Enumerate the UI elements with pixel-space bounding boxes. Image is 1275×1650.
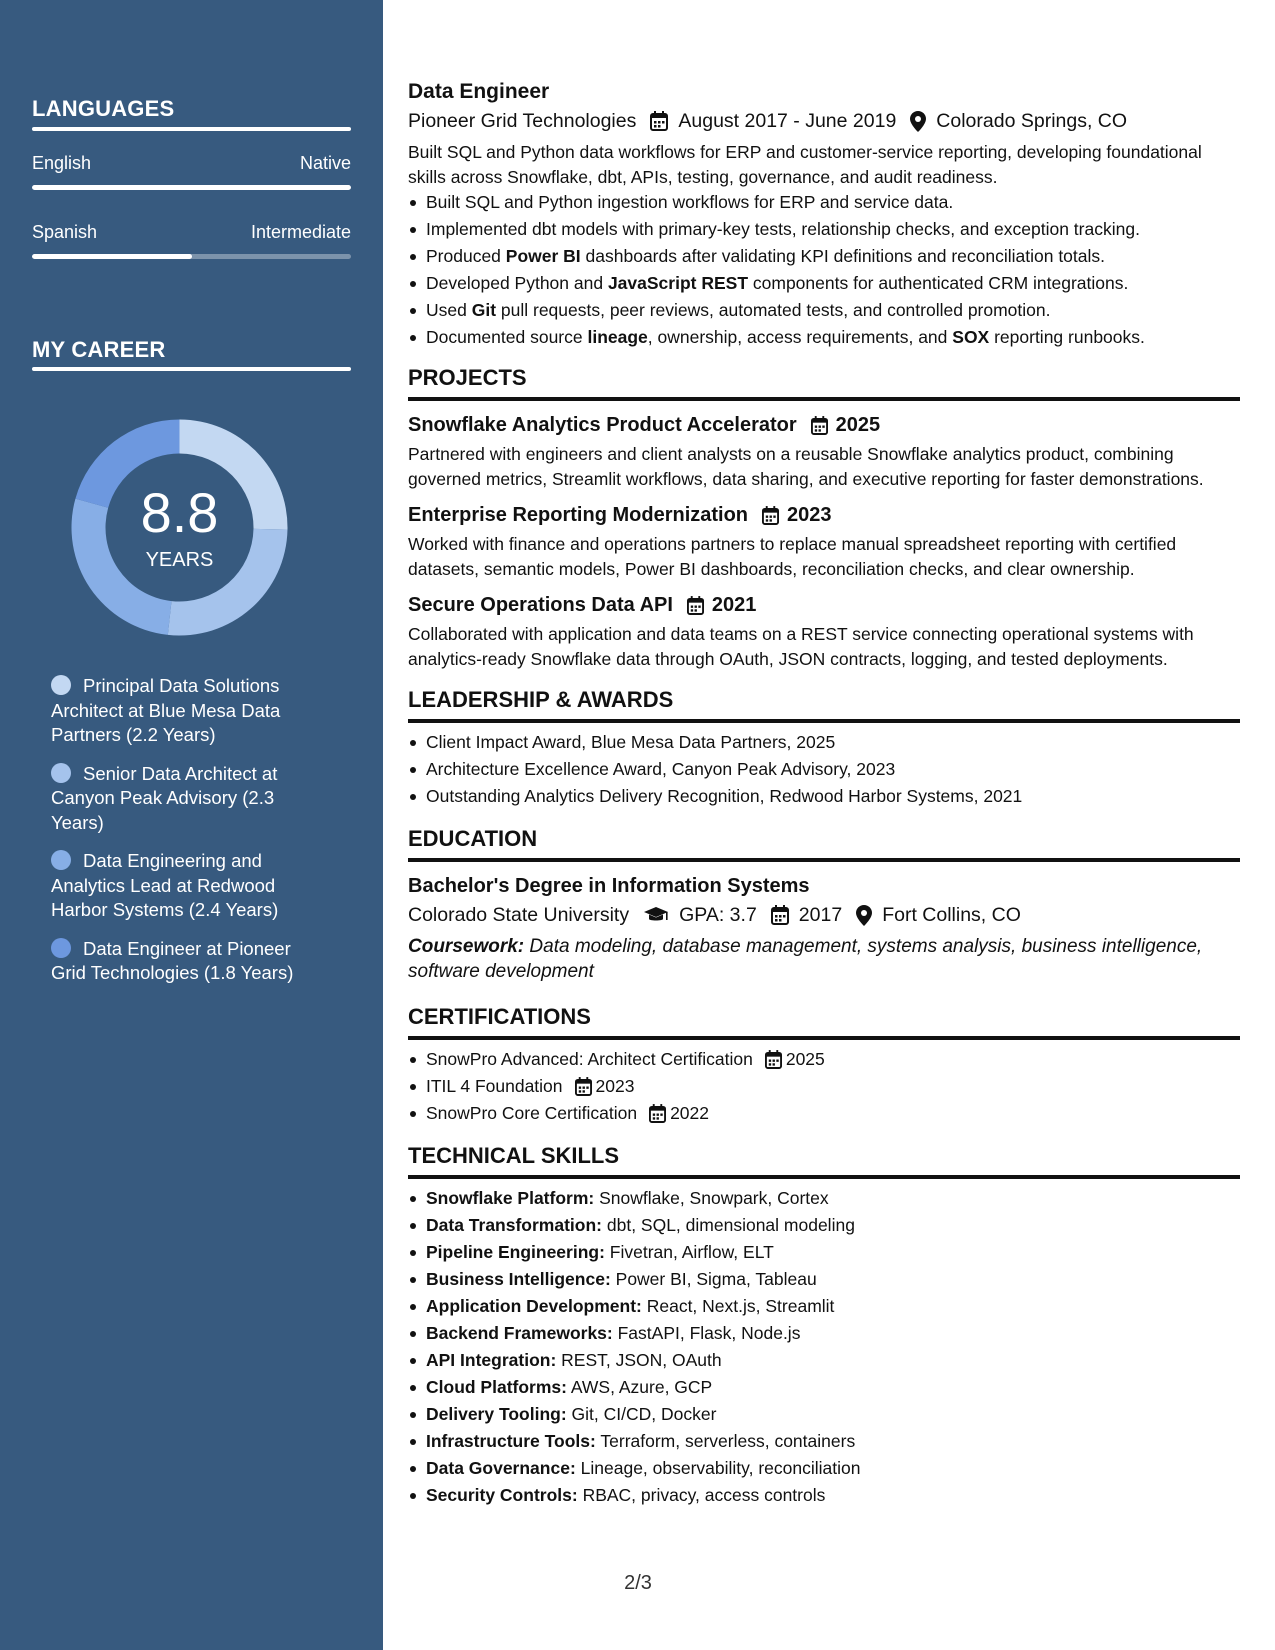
language-name: Spanish [32, 222, 98, 242]
career-item [51, 674, 311, 748]
project-name: Enterprise Reporting Modernization [408, 504, 749, 526]
skill-label: Delivery Tooling: [426, 1404, 567, 1424]
bullet-emphasis: lineage [587, 327, 648, 347]
career-item [51, 849, 311, 923]
career-legend-dot [51, 763, 71, 783]
skill-label: Data Transformation: [426, 1215, 602, 1235]
project-title [408, 591, 1240, 619]
projects-heading: PROJECTS [408, 363, 1240, 401]
career-item [51, 937, 311, 986]
project-title [408, 501, 1240, 529]
bullet-text: reporting runbooks. [989, 327, 1145, 347]
project-description: Partnered with engineers and client analysts on a reusable Snowflake analytics product, combining governed metrics, Streamlit workflows, data sharing, and executive reporting for faster demonstrations. [408, 444, 1204, 489]
skill-label: Snowflake Platform: [426, 1188, 595, 1208]
calendar-icon [687, 596, 704, 615]
calendar-icon [762, 506, 779, 525]
language-bar-spanish [32, 254, 351, 259]
certification-row [426, 1100, 1240, 1127]
calendar-icon [811, 416, 828, 435]
skill-value: React, Next.js, Streamlit [641, 1296, 835, 1316]
skill-value: FastAPI, Flask, Node.js [612, 1323, 801, 1343]
job-bullet [408, 243, 1240, 270]
job-bullet [408, 297, 1240, 324]
certification-row [426, 1073, 1240, 1100]
location-pin-icon [856, 905, 872, 926]
calendar-icon [765, 1050, 782, 1069]
skills-list [408, 1185, 1240, 1509]
certification-item [408, 1046, 1240, 1073]
language-row-english [32, 153, 351, 174]
career-total-unit: YEARS [145, 549, 214, 571]
skill-item [408, 1374, 1240, 1401]
bullet-text: dashboards after validating KPI definitions and reconciliation totals. [580, 246, 1106, 266]
language-name: English [32, 153, 92, 173]
award-item: Architecture Excellence Award, Canyon Peak Advisory, 2023 [408, 756, 1240, 783]
bullet-emphasis: Power BI [505, 246, 581, 266]
languages-rule [32, 127, 351, 131]
skill-value: Fivetran, Airflow, ELT [604, 1242, 774, 1262]
graduation-cap-icon [643, 906, 669, 924]
skill-value: Power BI, Sigma, Tableau [610, 1269, 817, 1289]
project-year: 2023 [787, 504, 832, 526]
education-coursework [408, 934, 1240, 984]
job-meta [408, 106, 1240, 136]
job-bullet [408, 216, 1240, 243]
skill-label: API Integration: [426, 1350, 557, 1370]
skill-item [408, 1185, 1240, 1212]
education-meta [408, 900, 1240, 930]
skill-item [408, 1455, 1240, 1482]
skill-item [408, 1482, 1240, 1509]
career-item-text: Senior Data Architect at Canyon Peak Advisory (2.3 Years) [51, 762, 278, 833]
skill-item [408, 1266, 1240, 1293]
skill-item [408, 1401, 1240, 1428]
career-item-text: Data Engineer at Pioneer Grid Technologies (1.8 Years) [51, 937, 294, 983]
bullet-text: pull requests, peer reviews, automated tests, and controlled promotion. [496, 300, 1051, 320]
bullet-text: Produced [426, 246, 506, 266]
certification-name: SnowPro Core Certification [426, 1103, 638, 1123]
coursework-label: Coursework: [408, 936, 525, 957]
skill-value: Terraform, serverless, containers [595, 1431, 856, 1451]
certification-name: ITIL 4 Foundation [426, 1076, 563, 1096]
project-description: Worked with finance and operations partners to replace manual spreadsheet reporting with certified datasets, semantic models, Power BI dashboards, reconciliation checks, and clear ownership. [408, 534, 1177, 579]
certification-name: SnowPro Advanced: Architect Certification [426, 1049, 753, 1069]
project-year: 2021 [711, 594, 757, 616]
language-bar-fill [32, 185, 351, 190]
calendar-icon [575, 1077, 592, 1096]
project-title [408, 411, 1240, 439]
project-year: 2025 [835, 414, 881, 436]
calendar-icon [650, 111, 668, 131]
skill-item [408, 1320, 1240, 1347]
certification-row [426, 1046, 1240, 1073]
career-total-years: 8.8 [140, 481, 219, 544]
bullet-emphasis: SOX [952, 327, 990, 347]
awards-heading: LEADERSHIP & AWARDS [408, 685, 1240, 723]
sidebar [0, 0, 383, 1650]
coursework-text: Data modeling, database management, systems analysis, business intelligence, software development [408, 936, 1203, 982]
career-item-text: Principal Data Solutions Architect at Blue Mesa Data Partners (2.2 Years) [51, 675, 281, 745]
skill-item [408, 1347, 1240, 1374]
skill-value: AWS, Azure, GCP [566, 1377, 713, 1397]
skill-item [408, 1239, 1240, 1266]
certification-item [408, 1100, 1240, 1127]
education-school: Colorado State University [408, 904, 630, 926]
career-legend-dot [51, 675, 71, 695]
bullet-emphasis: Git [471, 300, 497, 320]
language-bar-english [32, 185, 351, 190]
skill-label: Backend Frameworks: [426, 1323, 613, 1343]
skill-value: Lineage, observability, reconciliation [575, 1458, 861, 1478]
awards-list [408, 729, 1240, 810]
bullet-text: components for authenticated CRM integrations. [748, 273, 1129, 293]
skill-label: Cloud Platforms: [426, 1377, 567, 1397]
education-heading: EDUCATION [408, 824, 1240, 862]
education-degree: Bachelor's Degree in Information Systems [408, 875, 810, 897]
skill-value: RBAC, privacy, access controls [577, 1485, 826, 1505]
career-legend-dot [51, 938, 71, 958]
project-description: Collaborated with application and data teams on a REST service connecting operational systems with analytics-ready Snowflake data through OAuth, JSON contracts, logging, and tested deployments. [408, 624, 1194, 669]
calendar-icon [649, 1104, 666, 1123]
skill-label: Pipeline Engineering: [426, 1242, 605, 1262]
skill-value: REST, JSON, OAuth [556, 1350, 722, 1370]
certification-item [408, 1073, 1240, 1100]
skill-label: Security Controls: [426, 1485, 578, 1505]
career-legend-dot [51, 850, 71, 870]
skill-value: Git, CI/CD, Docker [566, 1404, 717, 1424]
skill-item [408, 1293, 1240, 1320]
skill-label: Data Governance: [426, 1458, 576, 1478]
skill-item [408, 1212, 1240, 1239]
education-year: 2017 [798, 904, 843, 926]
projects-list [408, 411, 1240, 671]
education-location: Fort Collins, CO [882, 904, 1021, 926]
language-level: Intermediate [250, 222, 351, 242]
job-dates: August 2017 - June 2019 [678, 110, 897, 132]
skill-label: Application Development: [426, 1296, 642, 1316]
bullet-text: , ownership, access requirements, and [647, 327, 953, 347]
language-level: Native [299, 153, 351, 173]
page-number: 2/3 [624, 1572, 652, 1594]
job-bullet [408, 270, 1240, 297]
certifications-heading: CERTIFICATIONS [408, 1002, 1240, 1040]
job-bullet [408, 189, 1240, 216]
skill-item [408, 1428, 1240, 1455]
certification-year: 2023 [595, 1076, 635, 1096]
bullet-text: Developed Python and [426, 273, 608, 293]
job-company: Pioneer Grid Technologies [408, 110, 637, 132]
bullet-text: Used [426, 300, 472, 320]
job-location: Colorado Springs, CO [936, 110, 1128, 132]
project-name: Secure Operations Data API [408, 594, 673, 616]
job-summary: Built SQL and Python data workflows for ERP and customer-service reporting, developing foundational skills across Snowflake, dbt, APIs, testing, governance, and audit readiness. [408, 142, 1202, 187]
project-name: Snowflake Analytics Product Accelerator [408, 414, 797, 436]
bullet-emphasis: JavaScript REST [607, 273, 749, 293]
skill-label: Business Intelligence: [426, 1269, 611, 1289]
languages-heading: LANGUAGES [32, 96, 175, 121]
skill-label: Infrastructure Tools: [426, 1431, 596, 1451]
career-list [51, 674, 311, 1000]
calendar-icon [771, 905, 789, 925]
job-title: Data Engineer [408, 80, 550, 103]
bullet-text: Documented source [426, 327, 588, 347]
certifications-list [408, 1046, 1240, 1127]
career-donut-segment [168, 529, 288, 636]
skill-value: Snowflake, Snowpark, Cortex [594, 1188, 829, 1208]
career-item [51, 762, 311, 836]
job-bullets [408, 189, 1240, 351]
certification-year: 2022 [670, 1103, 709, 1123]
career-rule [32, 367, 351, 371]
bullet-text: Built SQL and Python ingestion workflows for ERP and service data. [426, 192, 954, 212]
language-row-spanish [32, 222, 351, 243]
main-content [408, 78, 1240, 1509]
skill-value: dbt, SQL, dimensional modeling [602, 1215, 855, 1235]
career-heading: MY CAREER [32, 337, 166, 362]
skills-heading: TECHNICAL SKILLS [408, 1141, 1240, 1179]
award-item: Client Impact Award, Blue Mesa Data Partners, 2025 [408, 729, 1240, 756]
bullet-text: Implemented dbt models with primary-key tests, relationship checks, and exception tracking. [426, 219, 1140, 239]
job-bullet [408, 324, 1240, 351]
education-gpa: GPA: 3.7 [679, 904, 757, 926]
language-bar-fill [32, 254, 192, 259]
certification-year: 2025 [785, 1049, 825, 1069]
location-pin-icon [910, 111, 926, 132]
award-item: Outstanding Analytics Delivery Recognition, Redwood Harbor Systems, 2021 [408, 783, 1240, 810]
career-item-text: Data Engineering and Analytics Lead at Redwood Harbor Systems (2.4 Years) [51, 850, 279, 920]
